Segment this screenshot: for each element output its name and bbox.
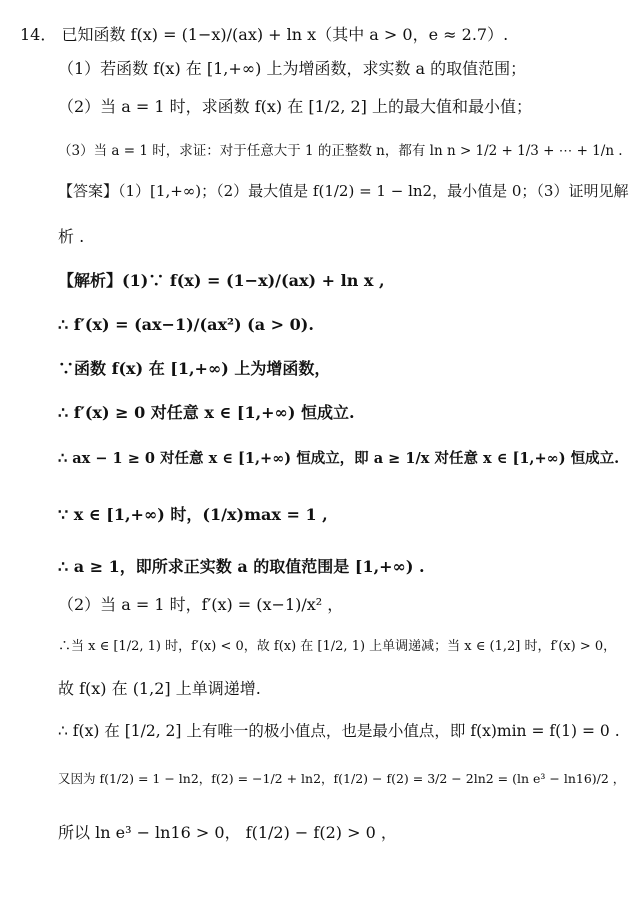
problem-stem	[20, 24, 630, 46]
analysis-line-13: 所以 ln e³ − ln16 > 0， f(1/2) − f(2) > 0 ，	[58, 823, 397, 842]
analysis-line-6: ∵ x ∈ [1,+∞) 时，(1/x)max = 1 ,	[58, 505, 328, 524]
analysis-line-7: ∴ a ≥ 1，即所求正实数 a 的取值范围是 [1,+∞) .	[58, 557, 425, 576]
question-2: （2）当 a = 1 时，求函数 f(x) 在 [1/2, 2] 上的最大值和最小值；	[58, 97, 533, 116]
analysis-line-2: ∴ f′(x) = (ax−1)/(ax²) (a > 0).	[58, 315, 314, 334]
analysis-line-9: ∴当 x ∈ [1/2, 1) 时，f′(x) < 0，故 f(x) 在 [1/2, 1) 上单调递减；当 x ∈ (1,2] 时，f′(x) > 0，	[58, 639, 617, 654]
analysis-line-1: 【解析】(1)∵ f(x) = (1−x)/(ax) + ln x ,	[58, 271, 385, 290]
analysis-line-8: （2）当 a = 1 时，f′(x) = (x−1)/x² ，	[58, 595, 344, 614]
problem-stem-text: 已知函数 f(x) = (1−x)/(ax) + ln x（其中 a > 0，e ≈ 2.7）.	[61, 25, 509, 44]
answer-line-1: 【答案】（1）[1,+∞)；（2）最大值是 f(1/2) = 1 − ln2，最小值是 0；（3）证明见解	[58, 182, 629, 200]
problem-number: 14．	[20, 25, 57, 44]
question-1: （1）若函数 f(x) 在 [1,+∞) 上为增函数，求实数 a 的取值范围；	[58, 59, 527, 78]
question-3: （3）当 a = 1 时，求证：对于任意大于 1 的正整数 n，都有 ln n > 1/2 + 1/3 + ⋯ + 1/n .	[58, 143, 623, 159]
analysis-line-11: ∴ f(x) 在 [1/2, 2] 上有唯一的极小值点，也是最小值点，即 f(x)min = f(1) = 0 .	[58, 722, 620, 740]
answer-line-2: 析 .	[58, 227, 85, 246]
analysis-line-4: ∴ f′(x) ≥ 0 对任意 x ∈ [1,+∞) 恒成立.	[58, 403, 355, 422]
analysis-line-5: ∴ ax − 1 ≥ 0 对任意 x ∈ [1,+∞) 恒成立，即 a ≥ 1/x 对任意 x ∈ [1,+∞) 恒成立.	[58, 450, 620, 467]
analysis-line-10: 故 f(x) 在 (1,2] 上单调递增.	[58, 679, 261, 698]
analysis-line-3: ∵函数 f(x) 在 [1,+∞) 上为增函数，	[58, 359, 331, 378]
analysis-line-12: 又因为 f(1/2) = 1 − ln2，f(2) = −1/2 + ln2，f(1/2) − f(2) = 3/2 − 2ln2 = (ln e³ − ln16)/2 ，	[58, 771, 626, 786]
